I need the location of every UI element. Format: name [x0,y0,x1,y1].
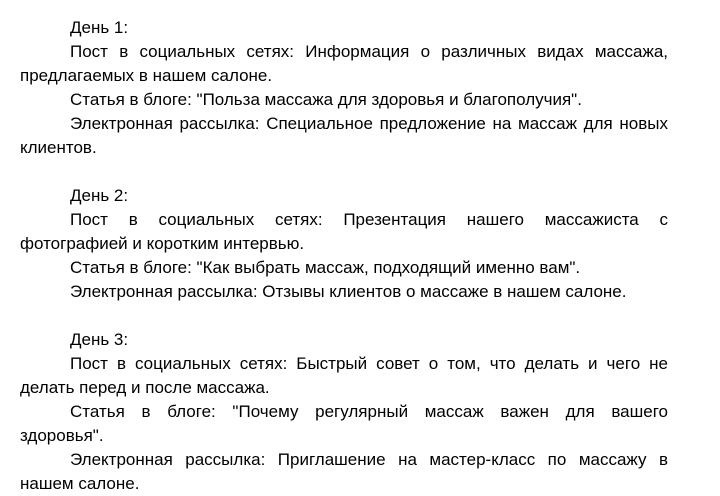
day-2-social-line-2: фотографией и коротким интервью. [20,234,305,253]
day-2-heading: День 2: [70,186,129,205]
day-3-social-line-1: Пост в социальных сетях: Быстрый совет о том, что делать и чего не [70,354,668,373]
document-page [20,0,668,496]
day-1-blog-line-1: Статья в блоге: "Польза массажа для здоровья и благополучия". [70,90,582,109]
day-2-email-line-1: Электронная рассылка: Отзывы клиентов о массаже в нашем салоне. [70,282,627,301]
day-2-blog-line-1: Статья в блоге: "Как выбрать массаж, подходящий именно вам". [70,258,581,277]
day-3-email-line-1: Электронная рассылка: Приглашение на мастер-класс по массажу в [70,450,668,469]
day-1-heading: День 1: [70,18,129,37]
day-3-social-line-2: делать перед и после массажа. [20,378,270,397]
day-1-email-line-1: Электронная рассылка: Специальное предложение на массаж для новых [70,114,668,133]
day-1-social-line-2: предлагаемых в нашем салоне. [20,66,273,85]
section-gap [20,304,668,328]
day-3-blog-line-2: здоровья". [20,426,104,445]
day-1-email-line-2: клиентов. [20,138,97,157]
top-spacer [20,0,668,16]
day-2-social-line-1: Пост в социальных сетях: Презентация нашего массажиста с [70,210,668,229]
day-3-heading: День 3: [70,330,129,349]
day-3-blog-line-1: Статья в блоге: "Почему регулярный массаж важен для вашего [70,402,668,421]
day-1-social-line-1: Пост в социальных сетях: Информация о различных видах массажа, [70,42,668,61]
day-3-email-line-2: нашем салоне. [20,474,140,493]
section-gap [20,160,668,184]
